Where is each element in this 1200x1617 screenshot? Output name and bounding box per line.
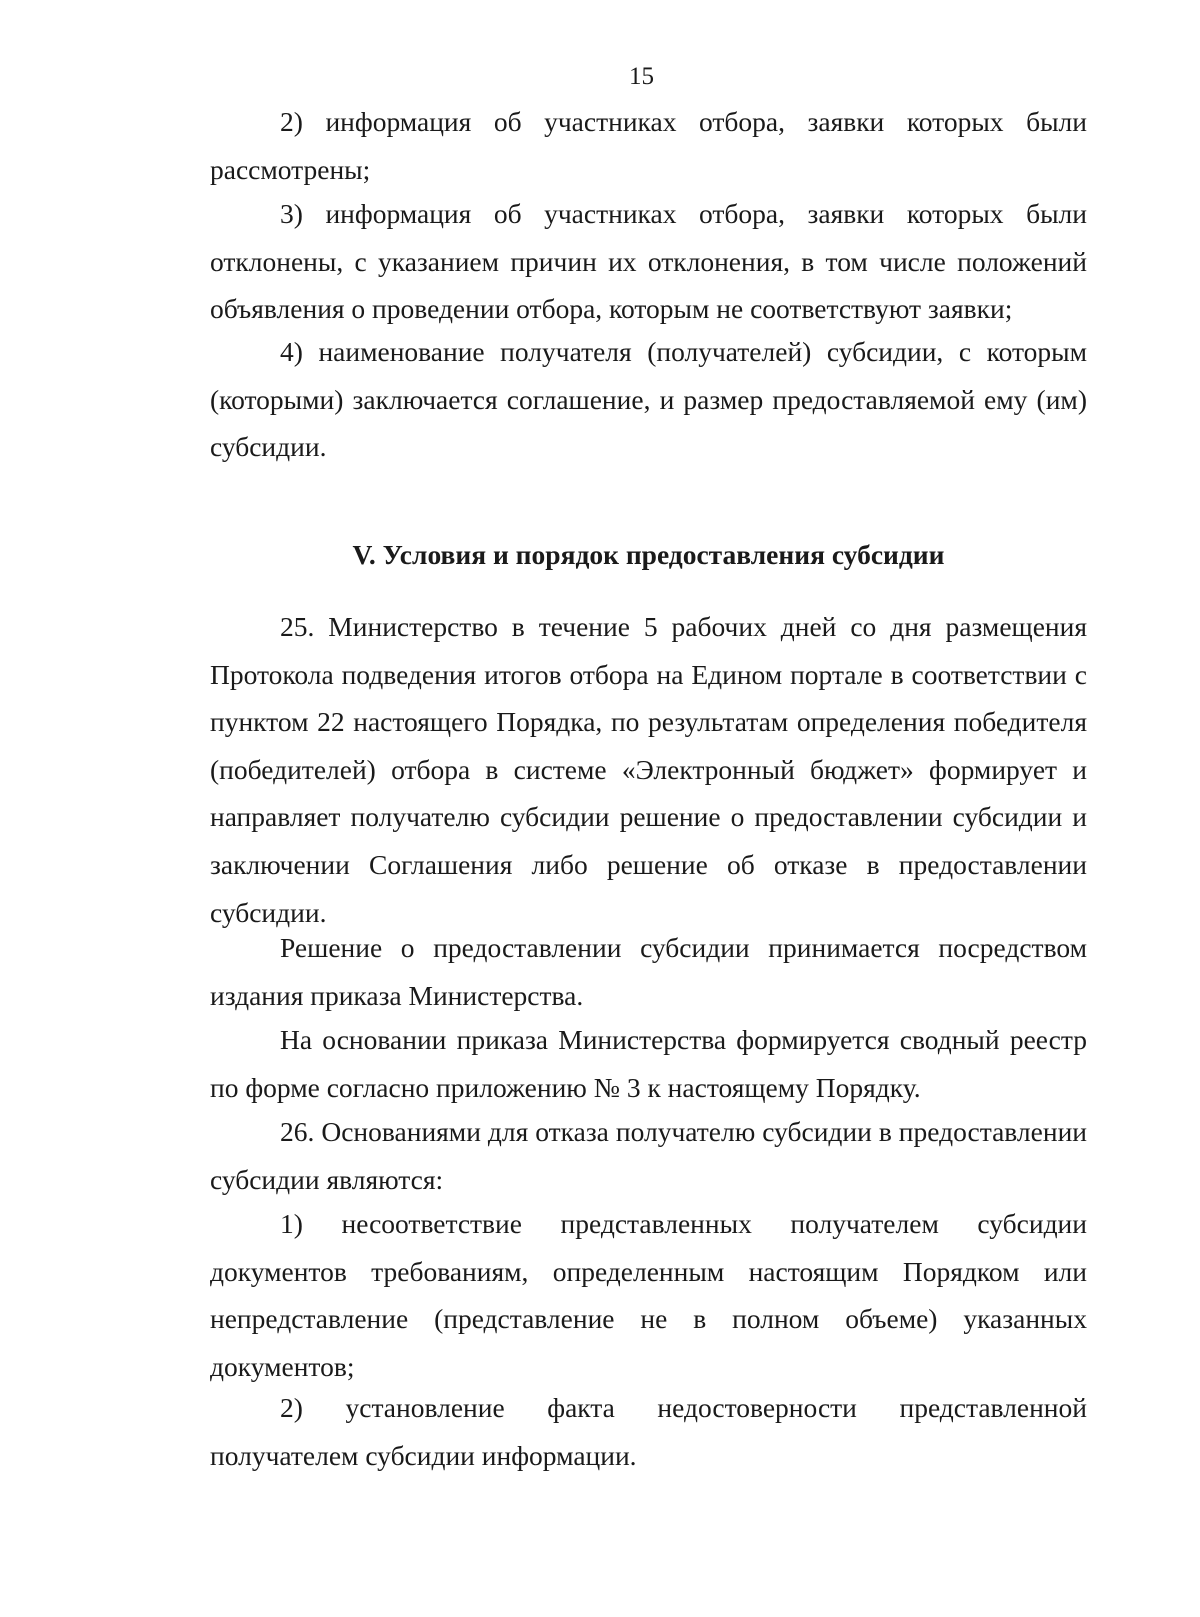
paragraph-decision: Решение о предоставлении субсидии принимается посредством издания приказа Министерства.	[210, 932, 1087, 1011]
refusal-reason-2: 2) установление факта недостоверности представленной получателем субсидии информации.	[210, 1392, 1087, 1471]
paragraph-26: 26. Основаниями для отказа получателю субсидии в предоставлении субсидии являются:	[210, 1116, 1087, 1195]
refusal-reason-1: 1) несоответствие представленных получателем субсидии документов требованиям, определенным настоящим Порядком или непредставление (представление не в полном объеме) указанных документов;	[210, 1208, 1087, 1382]
list-item-2: 2) информация об участниках отбора, заявки которых были рассмотрены;	[210, 106, 1087, 185]
list-item-4: 4) наименование получателя (получателей) субсидии, с которым (которыми) заключается соглашение, и размер предоставляемой ему (им) субсидии.	[210, 336, 1087, 463]
paragraph-registry: На основании приказа Министерства формируется сводный реестр по форме согласно приложению № 3 к настоящему Порядку.	[210, 1024, 1087, 1103]
section-heading: V. Условия и порядок предоставления субсидии	[352, 539, 945, 570]
page-number: 15	[629, 63, 654, 90]
list-item-3: 3) информация об участниках отбора, заявки которых были отклонены, с указанием причин их отклонения, в том числе положений объявления о проведении отбора, которым не соответствуют заявки;	[210, 198, 1087, 325]
paragraph-25: 25. Министерство в течение 5 рабочих дней со дня размещения Протокола подведения итогов отбора на Едином портале в соответствии с пунктом 22 настоящего Порядка, по результатам определения победителя (победителей) отбора в системе «Электронный бюджет» формирует и направляет получателю субсидии решение о предоставлении субсидии и заключении Соглашения либо решение об отказе в предоставлении субсидии.	[210, 611, 1087, 928]
